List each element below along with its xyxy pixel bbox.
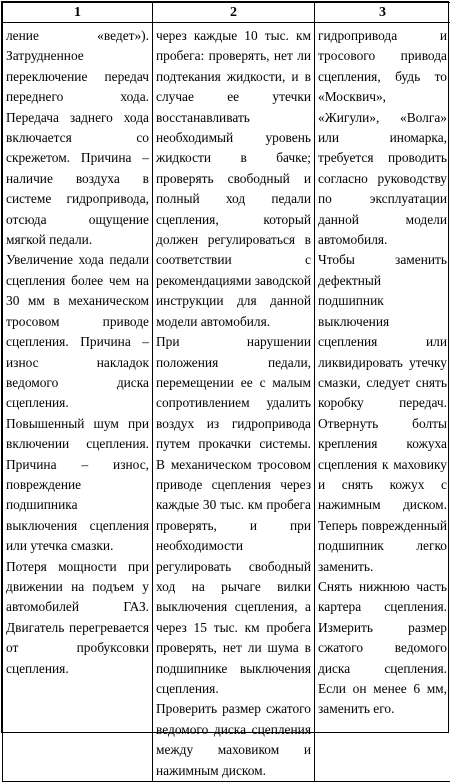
column-3-cell (315, 23, 450, 782)
paragraph: через каждые 10 тыс. км пробега: проверять, нет ли подтекания жидкости, и в случае ее утечки восстанавливать необходимый уровень жидкости в бачке; проверять свободный и полный ход педали сцепления, который должен регулироваться в соответствии с рекомендациями заводской инструкции для данной модели автомобиля. (156, 26, 311, 332)
paragraph: ление «ведет»). Затрудненное переключение передач переднего хода. Передача заднего хода включается со скрежетом. Причина – наличие воздуха в системе гидропривода, отсюда ощущение мягкой педали. (6, 26, 149, 250)
column-header-3: 3 (315, 3, 450, 23)
troubleshooting-table (2, 2, 450, 782)
paragraph: гидропривода и тросового привода сцепления, будь то «Москвич», «Жигули», «Волга» или иномарка, требуется проводить согласно руководству по эксплуатации данной модели автомобиля. (318, 26, 447, 250)
paragraph: Проверить размер сжатого ведомого диска сцепления между маховиком и нажимным диском. (156, 699, 311, 781)
column-1-cell (3, 23, 153, 782)
paragraph: Чтобы заменить дефектный подшипник выключения сцепления или ликвидировать утечку смазки, следует снять коробку передач. Отвернуть болты крепления кожуха сцепления к маховику и снять кожух с нажимным диском. Теперь поврежденный подшипник легко заменить. (318, 250, 447, 577)
content-row (3, 23, 450, 782)
paragraph: Снять нижнюю часть картера сцепления. Измерить размер сжатого ведомого диска сцепления. Если он менее 6 мм, заменить его. (318, 577, 447, 720)
column-header-2: 2 (153, 3, 315, 23)
document-page (1, 1, 449, 733)
header-row (3, 3, 450, 23)
paragraph: При нарушении положения педали, перемещении ее с малым сопротивлением удалить воздух из гидропривода путем прокачки системы. В механическом тросовом приводе сцепления через каждые 30 тыс. км пробега проверять, и при необходимости регулировать свободный ход на рычаге вилки выключения сцепления, а через 15 тыс. км пробега проверять, нет ли шума в подшипнике выключения сцепления. (156, 332, 311, 699)
paragraph: Увеличение хода педали сцепления более чем на 30 мм в механическом тросовом приводе сцепления. Причина – износ накладок ведомого диска сцепления. (6, 250, 149, 413)
paragraph: Повышенный шум при включении сцепления. Причина – износ, повреждение подшипника выключения сцепления или утечка смазки. (6, 414, 149, 557)
column-header-1: 1 (3, 3, 153, 23)
paragraph: Потеря мощности при движении на подъем у автомобилей ГАЗ. Двигатель перегревается от пробуксовки сцепления. (6, 557, 149, 679)
column-2-cell (153, 23, 315, 782)
